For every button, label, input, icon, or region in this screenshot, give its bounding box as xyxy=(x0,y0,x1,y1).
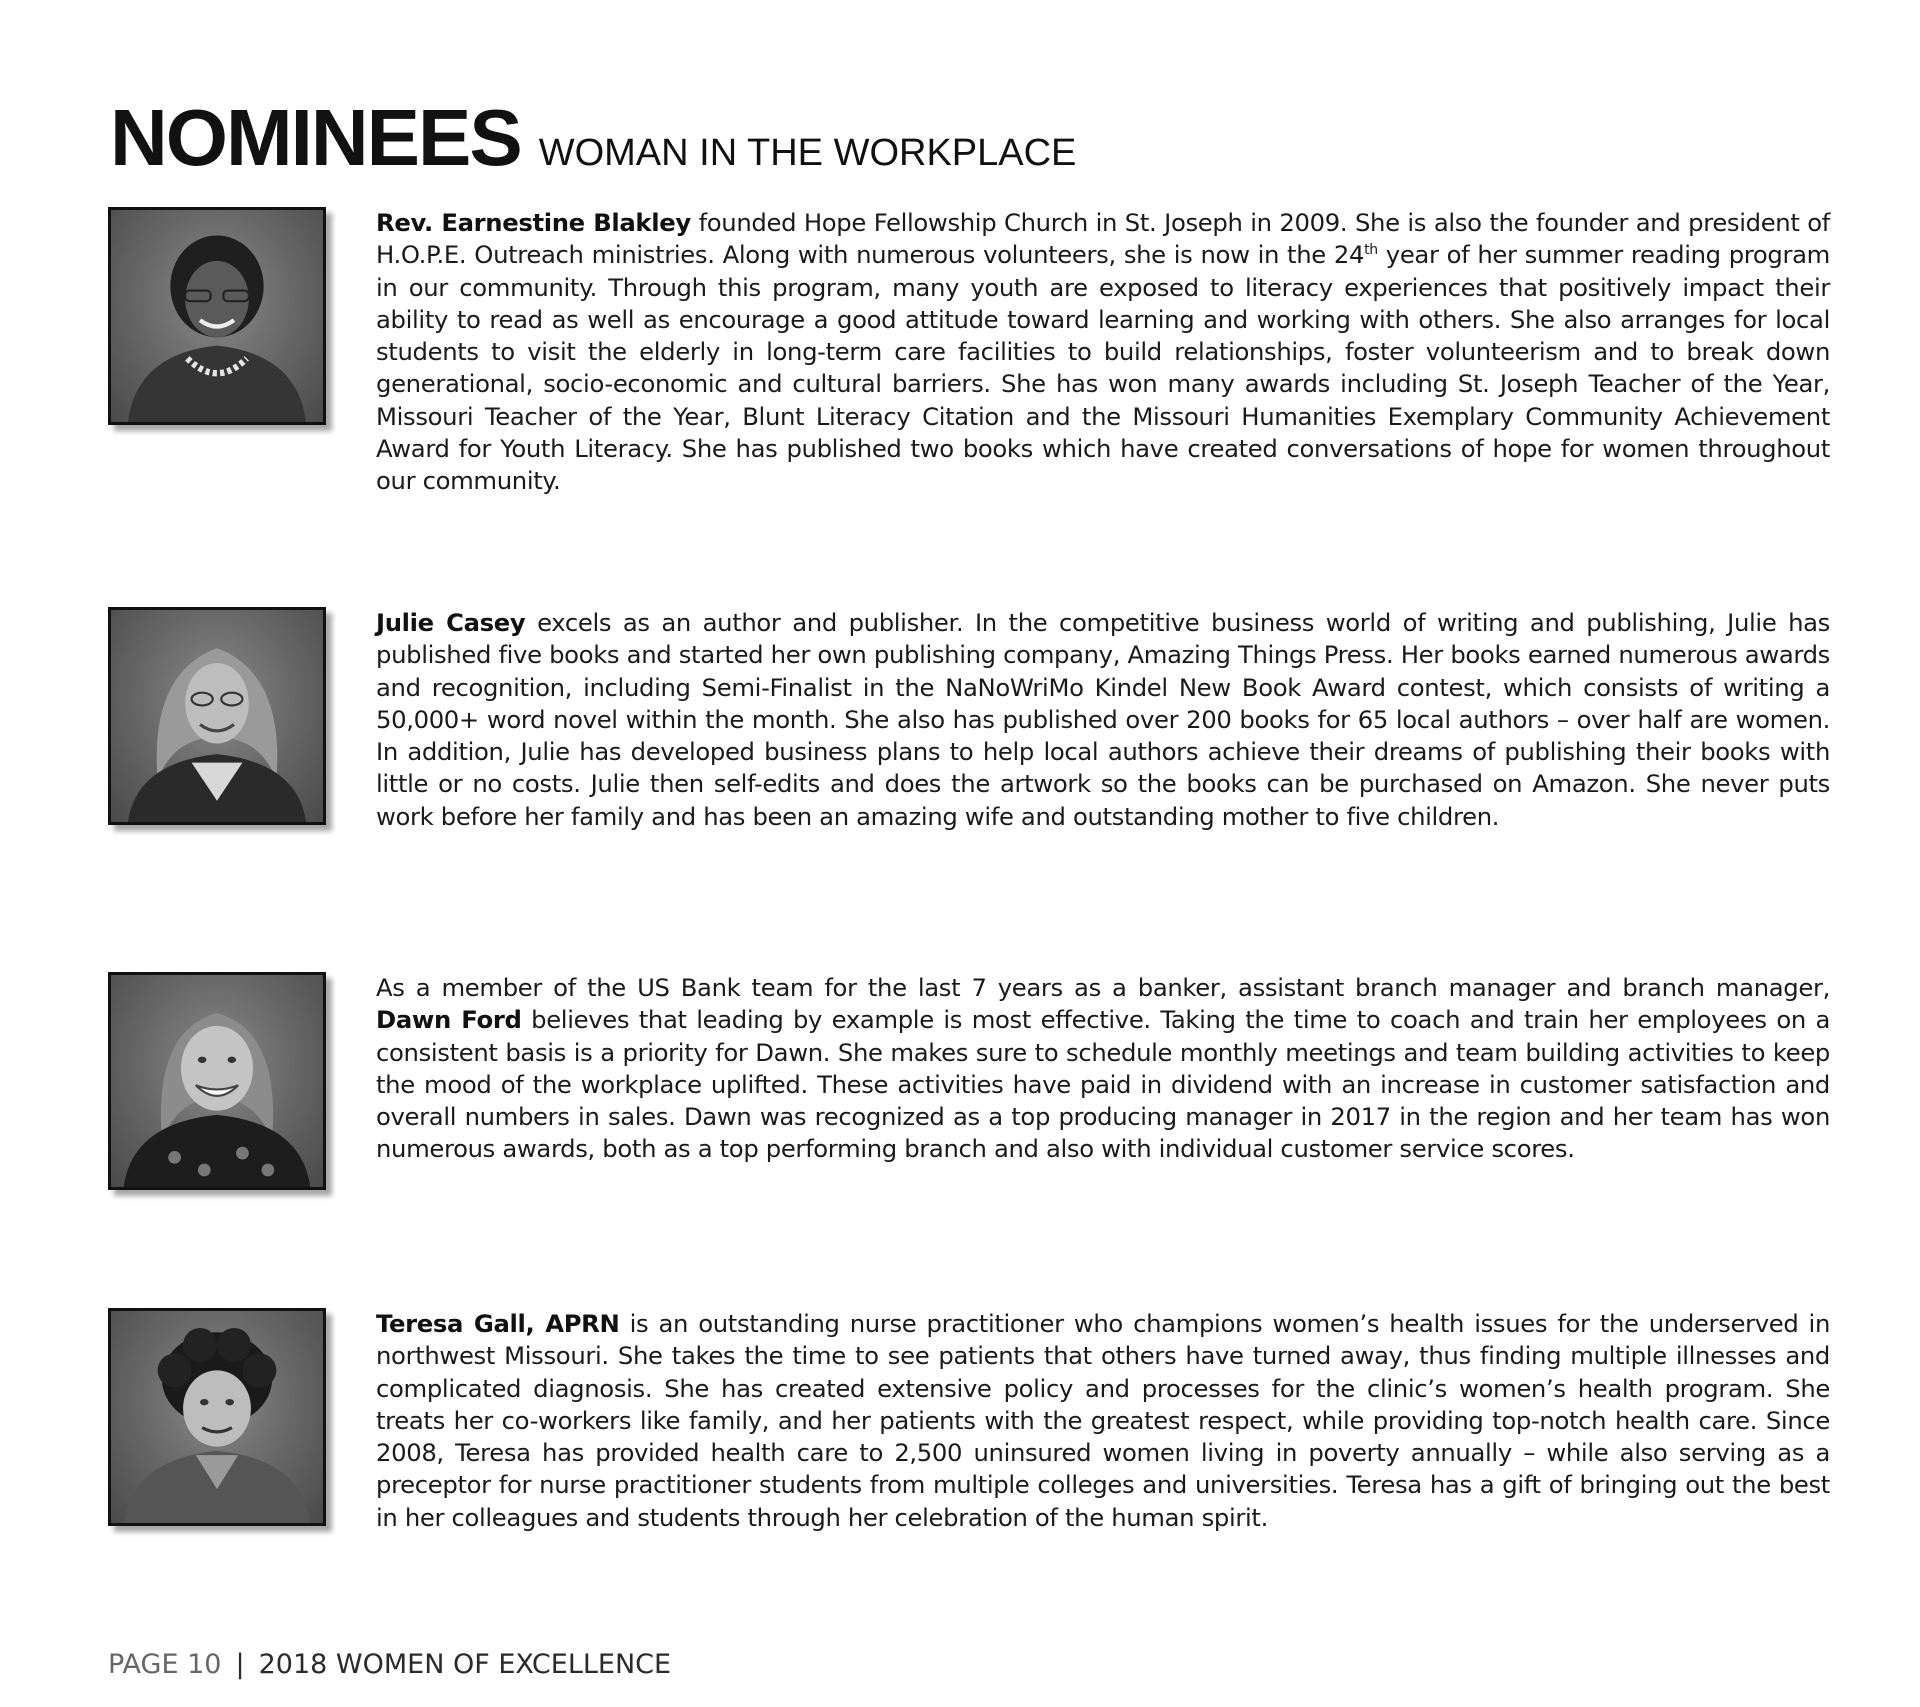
portrait-photo-icon xyxy=(111,610,323,822)
publication-name: 2018 WOMEN OF EXCELLENCE xyxy=(258,1649,672,1680)
nominee-photo xyxy=(108,972,326,1190)
portrait-photo-icon xyxy=(111,210,323,422)
page-subtitle: WOMAN IN THE WORKPLACE xyxy=(538,132,1077,174)
portrait-photo-icon xyxy=(111,1311,323,1523)
page-title: NOMINEES xyxy=(110,93,521,182)
portrait-photo-icon xyxy=(111,975,323,1187)
nominee-bio: As a member of the US Bank team for the last 7 years as a banker, assistant branch manager and branch manager, Dawn Ford believes that leading by example is most effective. Taking the time to coach and train her employees on a consistent basis is a priority for Dawn. She makes sure to schedule monthly meetings and team building activities to keep the mood of the workplace uplifted. These activities have paid in dividend with an increase in customer satisfaction and overall numbers in sales. Dawn was recognized as a top producing manager in 2017 in the region and her team has won numerous awards, both as a top performing branch and also with individual customer service scores. xyxy=(376,973,1831,1164)
nominee-name: Dawn Ford xyxy=(376,1005,522,1035)
nominee-bio: Julie Casey excels as an author and publisher. In the competitive business world of writing and publishing, Julie has published five books and started her own publishing company, Amazing Things Press. Her books earned numerous awards and recognition, including Semi-Finalist in the NaNoWriMo Kindel New Book Award contest, which consists of writing a 50,000+ word novel within the month. She also has published over 200 books for 65 local authors – over half are women. In addition, Julie has developed business plans to help local authors achieve their dreams of publishing their books with little or no costs. Julie then self-edits and does the artwork so the books can be purchased on Amazon. She never puts work before her family and has been an amazing wife and outstanding mother to five children. xyxy=(376,608,1830,831)
nominee-bio: Rev. Earnestine Blakley founded Hope Fellowship Church in St. Joseph in 2009. She is also the founder and president of H.O.P.E. Outreach ministries. Along with numerous volunteers, she is now in the 24th year of her summer reading program in our community. Through this program, many youth are exposed to literacy experiences that positively impact their ability to read as well as encourage a good attitude toward learning and working with others. She also arranges for local students to visit the elderly in long-term care facilities to build relationships, foster volunteerism and to break down generational, socio-economic and cultural barriers. She has won many awards including St. Joseph Teacher of the Year, Missouri Teacher of the Year, Blunt Literacy Citation and the Missouri Humanities Exemplary Community Achievement Award for Youth Literacy. She has published two books which have created conversations of hope for women throughout our community. xyxy=(376,208,1830,496)
nominee-bio: Teresa Gall, APRN is an outstanding nurse practitioner who champions women’s health issues for the underserved in northwest Missouri. She takes the time to see patients that others have turned away, thus finding multiple illnesses and complicated diagnosis. She has created extensive policy and processes for the clinic’s women’s health program. She treats her co-workers like family, and her patients with the greatest respect, while providing top-notch health care. Since 2008, Teresa has provided health care to 2,500 uninsured women living in poverty annually – while also serving as a preceptor for nurse practitioner students from multiple colleges and universities. Teresa has a gift of bringing out the best in her colleagues and students through her celebration of the human spirit. xyxy=(376,1309,1830,1532)
page-footer xyxy=(108,1649,671,1680)
nominee-photo xyxy=(108,207,326,425)
page-header xyxy=(110,93,1077,182)
nominee-photo xyxy=(108,1308,326,1526)
page-number: PAGE 10 xyxy=(108,1649,222,1680)
nominee-name: Julie Casey xyxy=(376,608,526,637)
nominee-name: Teresa Gall, APRN xyxy=(376,1309,620,1338)
footer-separator: | xyxy=(235,1649,245,1680)
nominee-name: Rev. Earnestine Blakley xyxy=(376,208,691,237)
nominee-photo xyxy=(108,607,326,825)
